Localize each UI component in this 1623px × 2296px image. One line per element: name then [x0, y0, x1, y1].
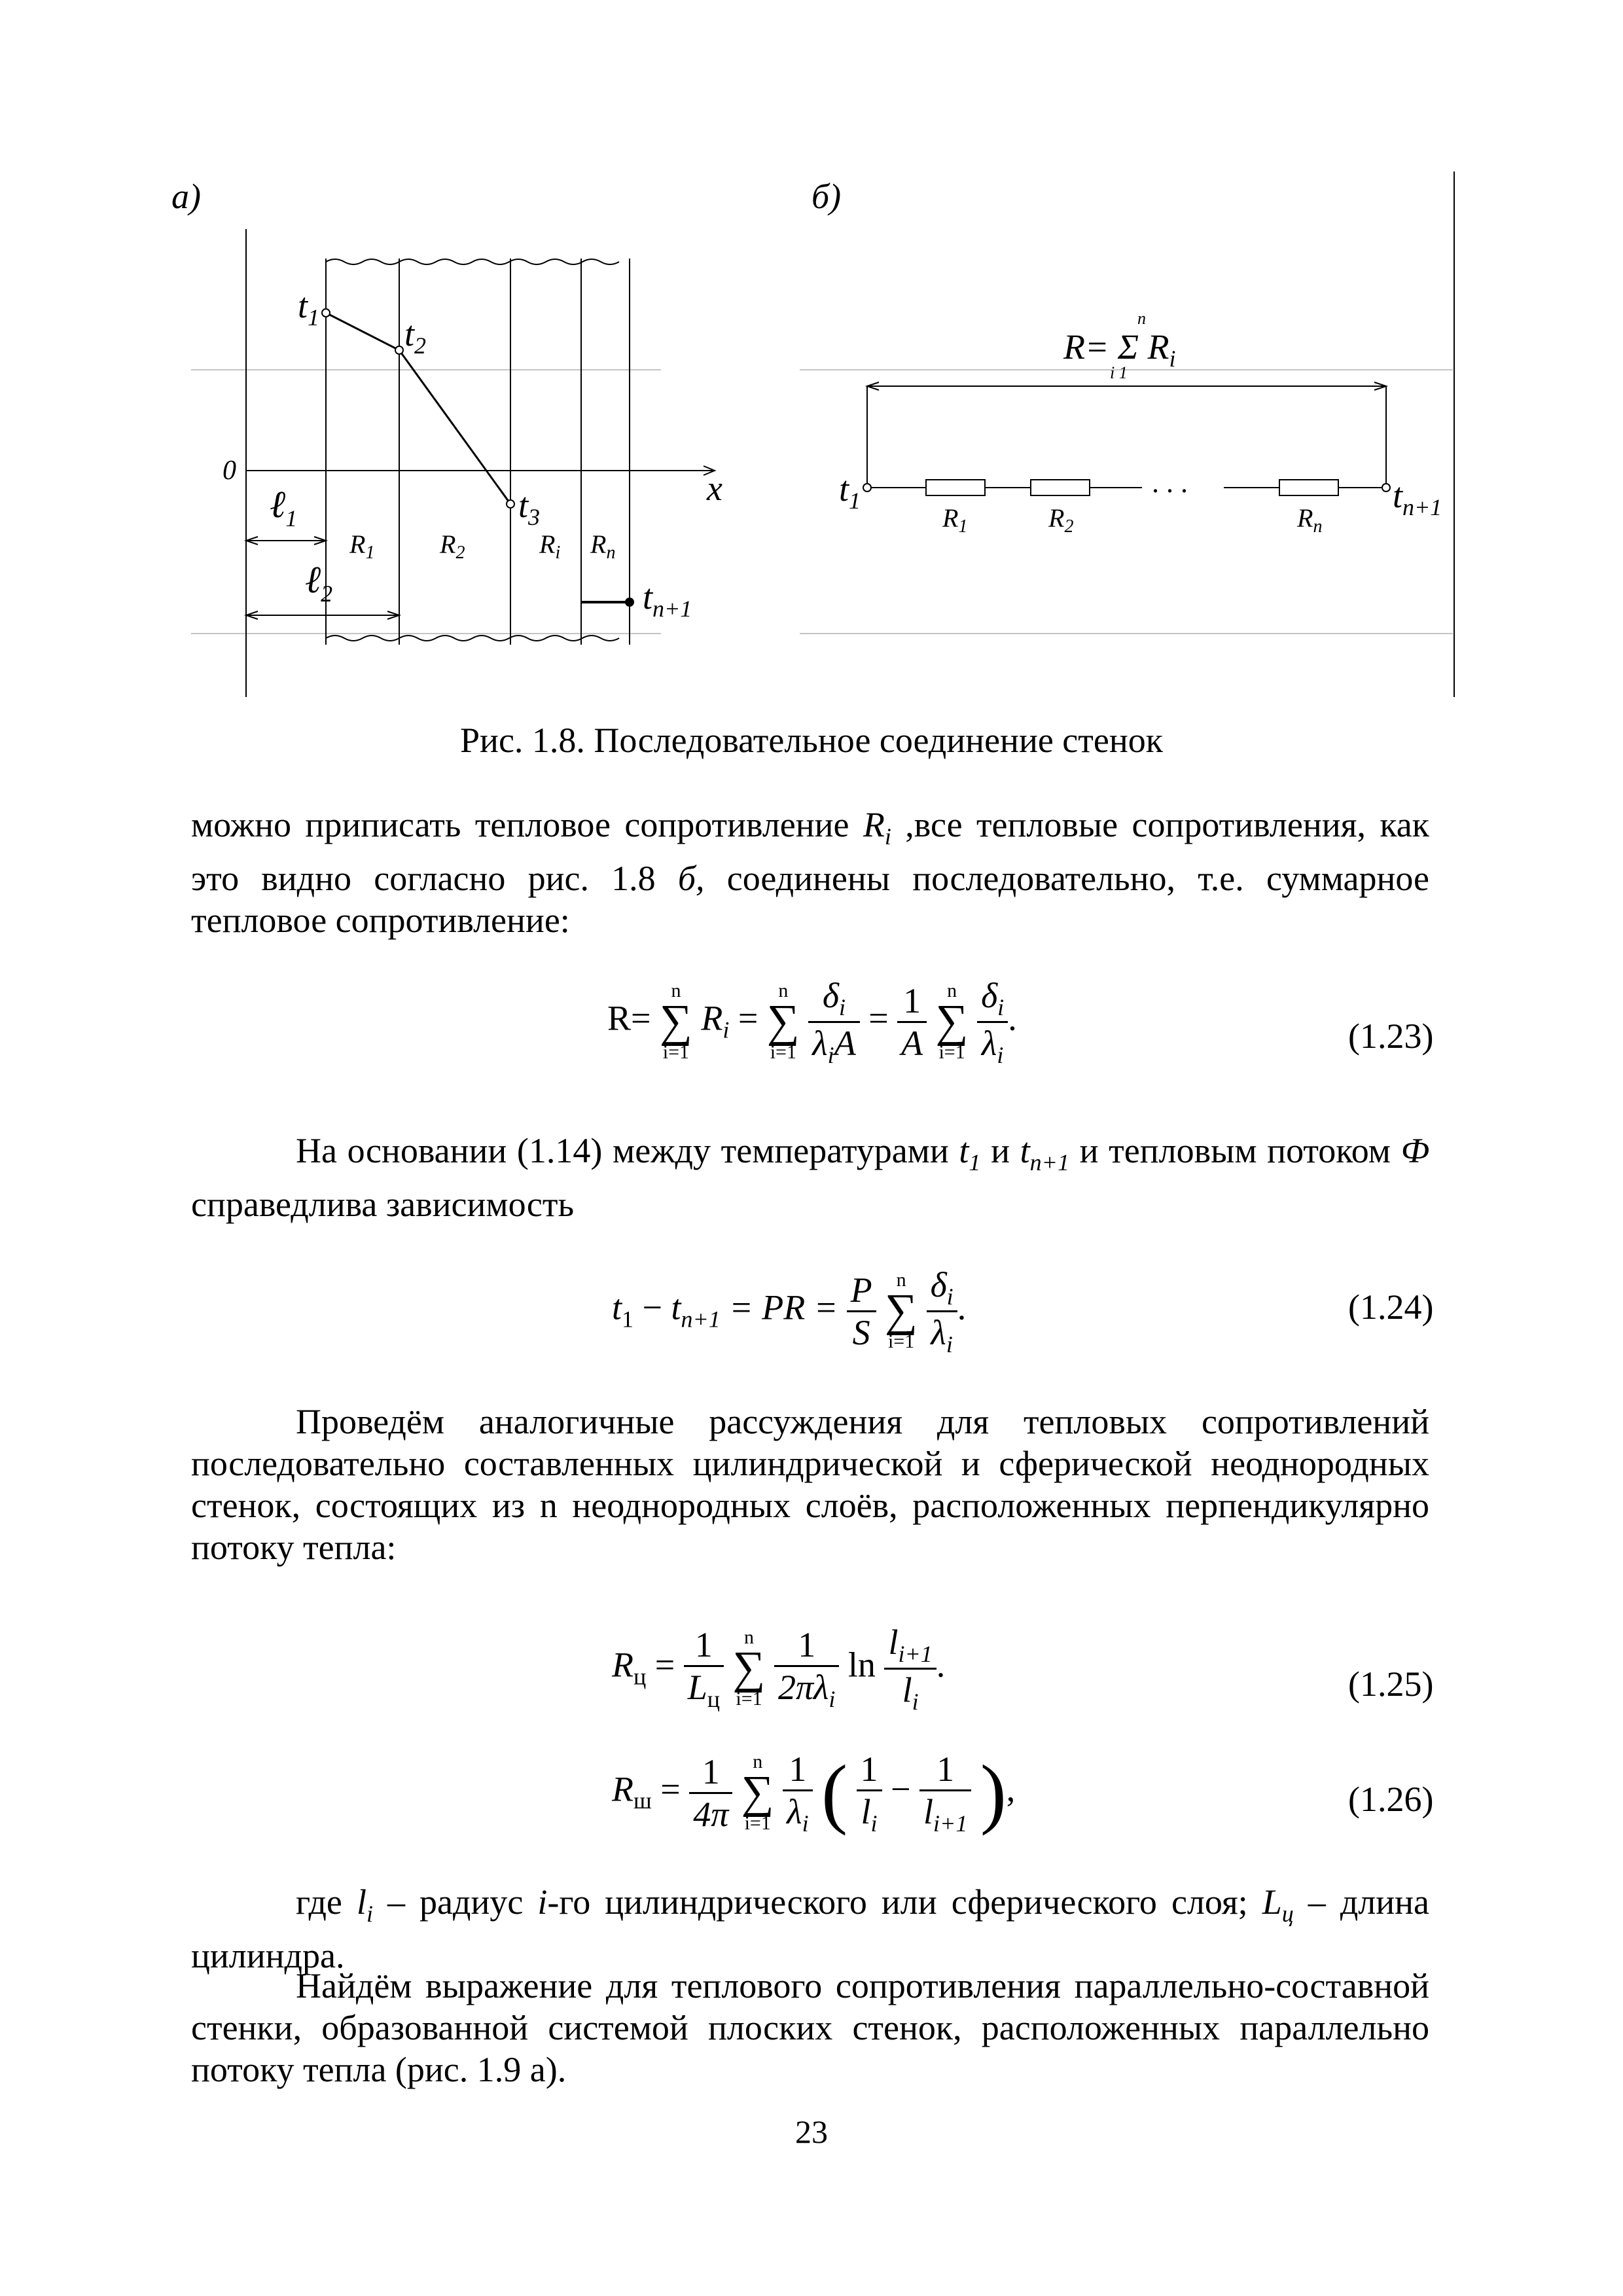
label-x: x: [707, 469, 722, 508]
label-b-sum: R= Σ $R_i$: [1063, 327, 1176, 372]
label-b-t1: $t_1$: [839, 469, 861, 514]
paragraph-1: можно приписать тепловое сопротивление $R_i$ ,все тепловые сопротивления, как это видно согласно рис. 1.8 б, соединены последовательно, т.е. суммарное тепловое сопротивление:: [191, 805, 1429, 940]
paragraph-2: На основании (1.14) между температурами $t_1$ и $t_{n+1}$ и тепловым потоком Ф справедлива зависимость: [191, 1131, 1429, 1224]
panel-b-diagram: [800, 171, 1454, 697]
equation-1-24: $t_1 - t_{n+1}$ = PR = $\frac{P}{S}$ n ∑ i=1 $\frac{\delta_i}{\lambda_i}$ .: [612, 1265, 967, 1357]
label-l1: ℓ$_1$: [270, 483, 298, 531]
figure-caption: Рис. 1.8. Последовательное соединение стенок: [460, 721, 1163, 760]
label-b-R2: $R_2$: [1048, 503, 1074, 537]
label-t2: $t_2$: [404, 314, 427, 359]
figure-1-8: [0, 0, 1623, 720]
panel-a-diagram: [191, 229, 715, 697]
label-zero: 0: [223, 456, 236, 486]
equation-1-23: R= n ∑ i=1 $R_i$ = n ∑ i=1 $\frac{\delta_i}{\lambda_iA}$ = $\frac{1}{A}$ n ∑ i=1 $\frac{\delta_i}{\lambda_i}$ .: [607, 976, 1017, 1068]
label-b-sum-bottom: i 1: [1110, 363, 1128, 382]
label-t3: $t_3$: [518, 486, 541, 530]
equation-number-1-25: (1.25): [1348, 1664, 1434, 1704]
paragraph-5: Найдём выражение для теплового сопротивления параллельно-составной стенки, образованной системой плоских стенок, расположенных параллельно потоку тепла (рис. 1.9 а).: [191, 1966, 1429, 2089]
paragraph-4: где $l_i$ – радиус i-го цилиндрического или сферического слоя; $L_ц$ – длина цилиндра.: [191, 1882, 1430, 1975]
equation-number-1-24: (1.24): [1348, 1287, 1434, 1327]
equation-1-25: $R_ц$ = $\frac{1}{L_ц}$ n ∑ i=1 $\frac{1}{2\pi\lambda_i}$ ln $\frac{l_{i+1}}{l_i}$ .: [612, 1623, 946, 1715]
label-Ri: $R_i$: [539, 529, 561, 563]
label-b-R1: $R_1$: [942, 503, 968, 537]
page-number: 23: [795, 2113, 828, 2150]
label-b-dots: . . .: [1152, 467, 1188, 499]
label-R1: $R_1$: [349, 529, 375, 563]
label-Rn: $R_n$: [590, 529, 616, 563]
label-b-tn1: $t_{n+1}$: [1393, 476, 1442, 520]
label-R2: $R_2$: [440, 529, 465, 563]
label-l2: ℓ$_2$: [305, 558, 333, 607]
equation-number-1-23: (1.23): [1348, 1016, 1434, 1056]
label-tn1: $t_{n+1}$: [643, 577, 692, 622]
label-t1: $t_1$: [298, 286, 320, 331]
paragraph-3: Проведём аналогичные рассуждения для тепловых сопротивлений последовательно составленных цилиндрической и сферической неоднородных стенок, состоящих из n неоднородных слоёв, расположенных перпендикулярно потоку тепла:: [191, 1402, 1429, 1567]
label-b-sum-top: n: [1137, 309, 1146, 328]
equation-1-26: $R_ш$ = $\frac{1}{4\pi}$ n ∑ i=1 $\frac{1}{\lambda_i}$ ( $\frac{1}{l_i}$ − $\frac{1}{l_{i+1}}$ ),: [612, 1749, 1016, 1837]
panel-b-label: б): [812, 177, 842, 216]
equation-number-1-26: (1.26): [1348, 1780, 1434, 1819]
panel-a-label: а): [171, 177, 201, 216]
label-b-Rn: $R_n$: [1297, 503, 1323, 537]
